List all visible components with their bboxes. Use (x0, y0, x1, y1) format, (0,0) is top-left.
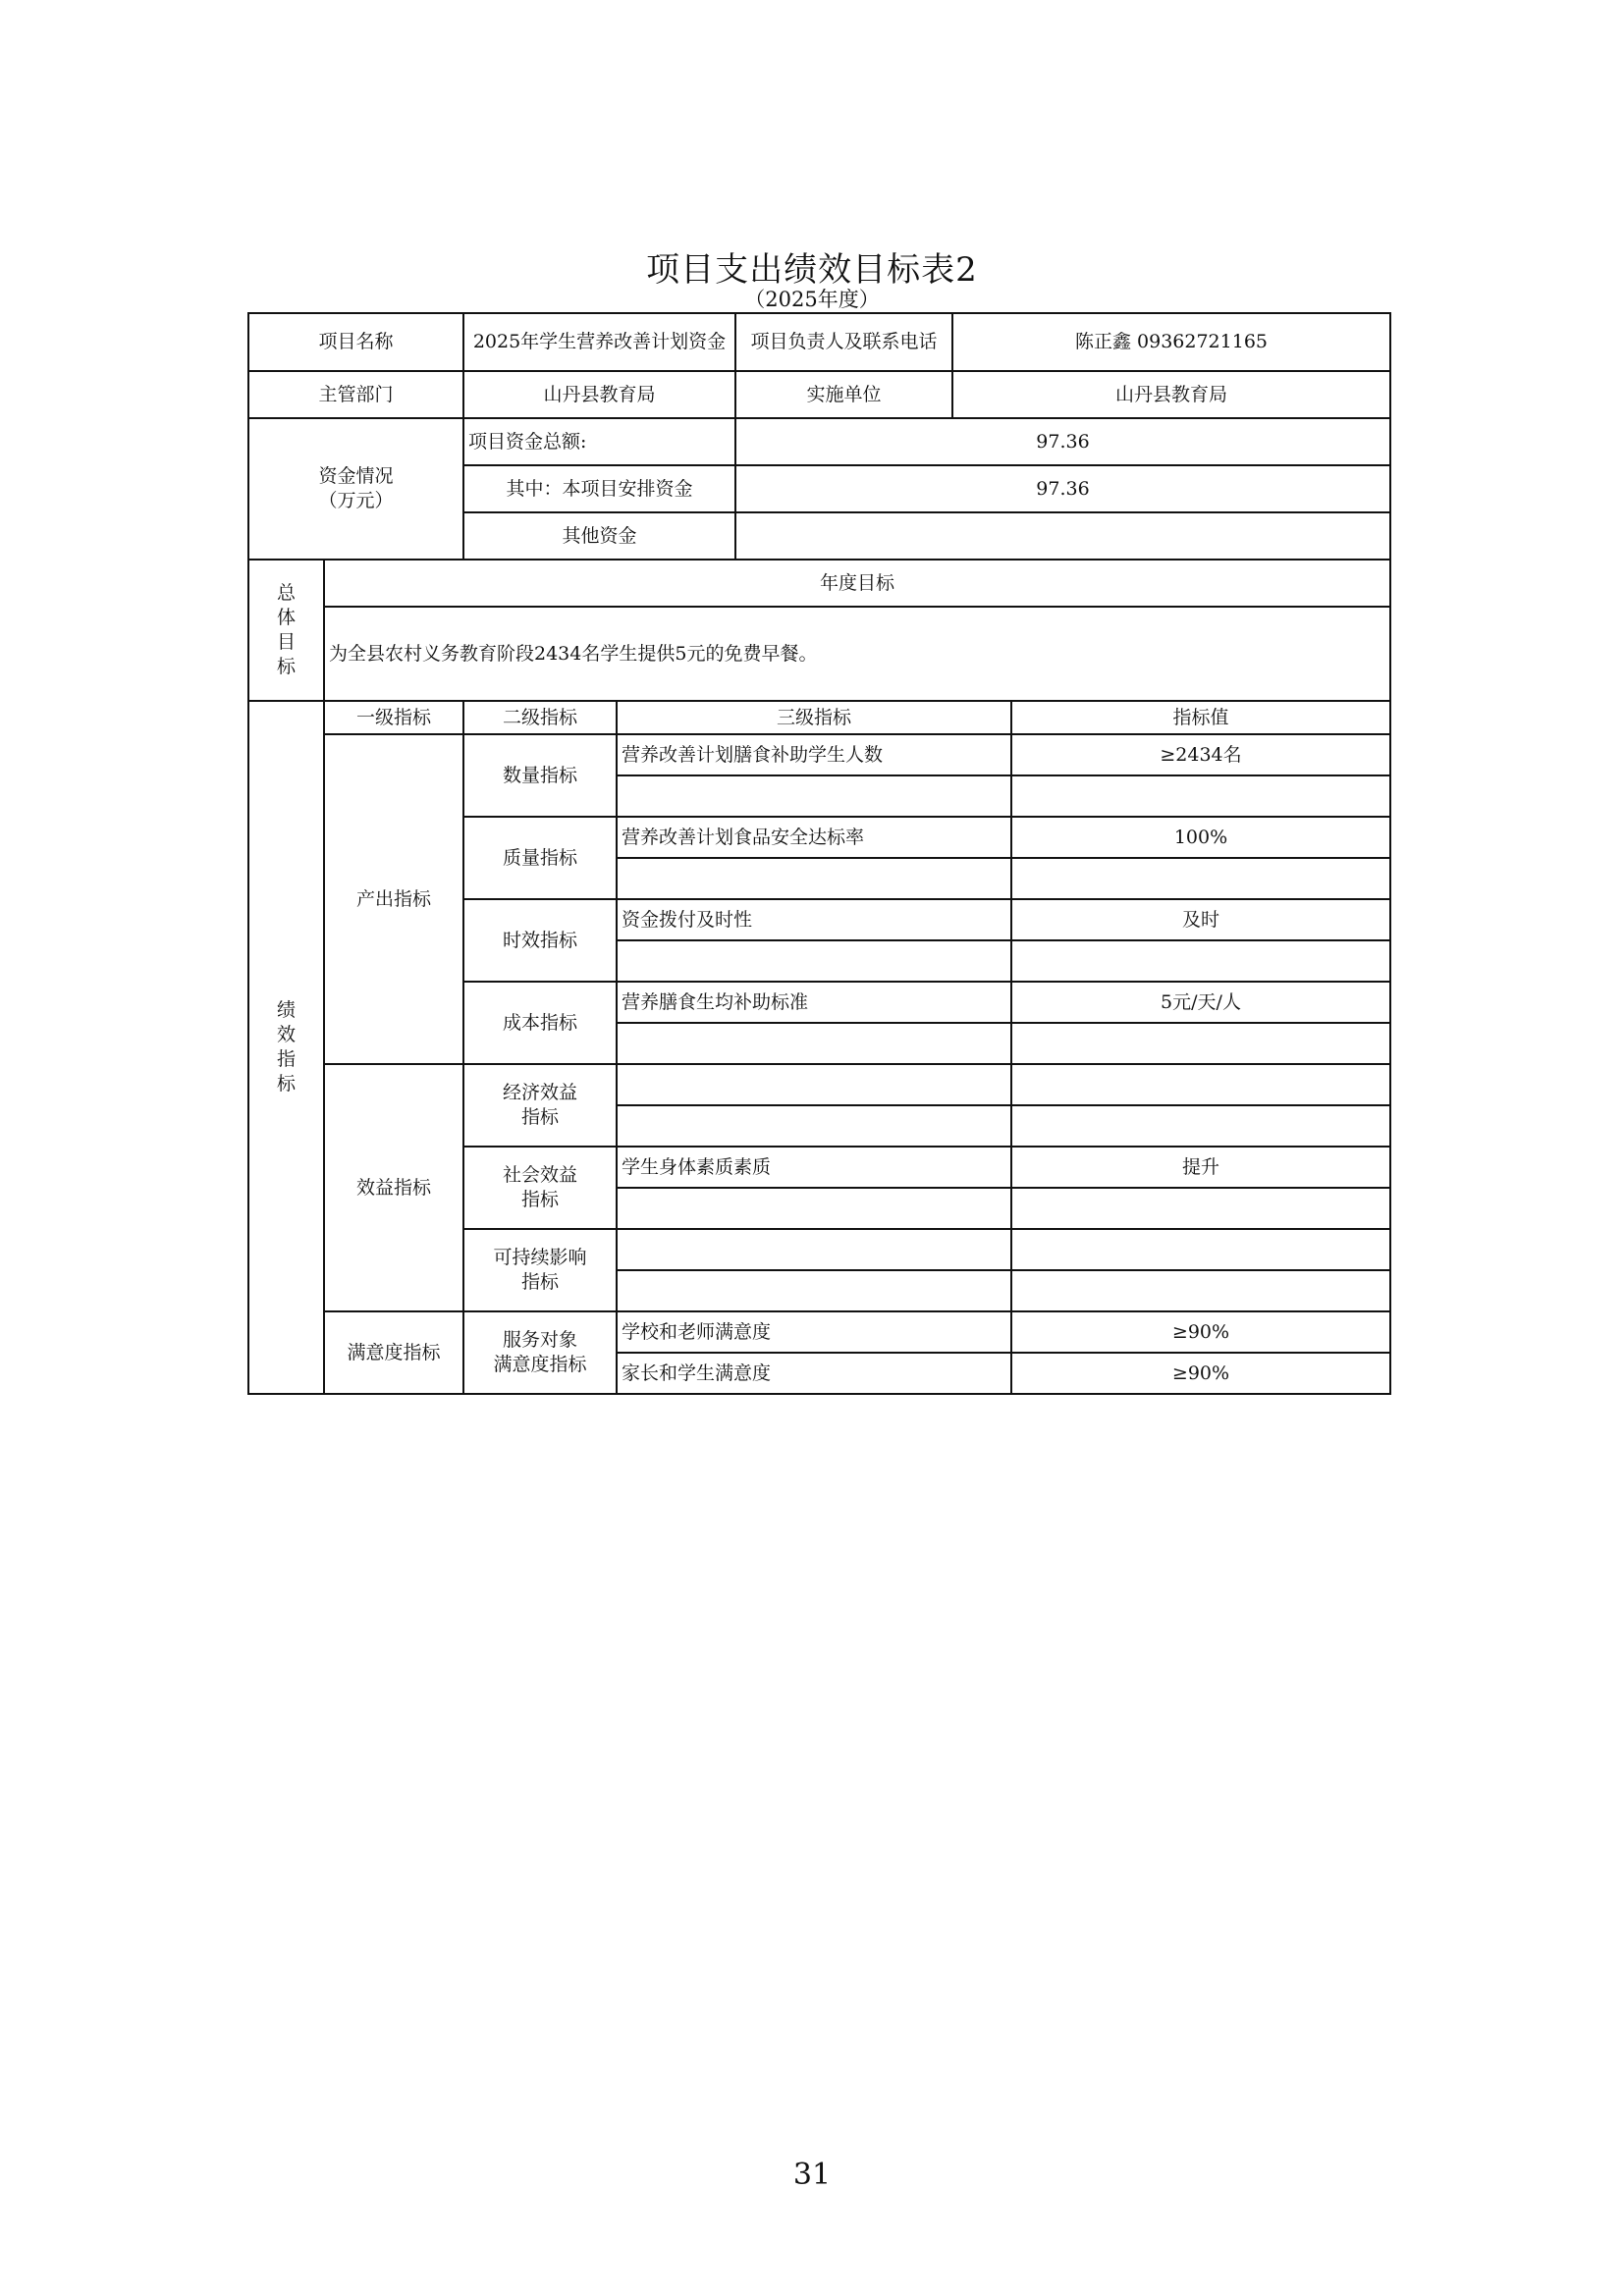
quality-indicator-label: 质量指标 (463, 817, 617, 899)
impl-label: 实施单位 (735, 371, 952, 418)
indicator-name (617, 1105, 1011, 1147)
indicator-value (1011, 1270, 1390, 1311)
indicator-name: 营养改善计划食品安全达标率 (617, 817, 1011, 858)
indicator-value (1011, 1229, 1390, 1270)
page-title: 项目支出绩效目标表2 (646, 250, 978, 290)
performance-indicators-table (247, 700, 1391, 1395)
impl-value: 山丹县教育局 (952, 371, 1390, 418)
project-leader-value: 陈正鑫 09362721165 (952, 313, 1390, 371)
cost-indicator-label: 成本指标 (463, 982, 617, 1064)
fund-other-label: 其他资金 (463, 512, 735, 560)
performance-indicators-label: 绩 效 指 标 (248, 701, 324, 1394)
indicator-value (1011, 1064, 1390, 1105)
overall-goal-label: 总 体 目 标 (248, 560, 324, 701)
indicator-value (1011, 858, 1390, 899)
indicator-name: 家长和学生满意度 (617, 1353, 1011, 1394)
fund-label-line1: 资金情况 (318, 465, 394, 487)
indicator-name (617, 1229, 1011, 1270)
indicator-value: ≥90% (1011, 1353, 1390, 1394)
annual-goal-text: 为全县农村义务教育阶段2434名学生提供5元的免费早餐。 (324, 607, 1390, 701)
indicator-name (617, 775, 1011, 817)
dept-label: 主管部门 (248, 371, 463, 418)
indicator-name (617, 1270, 1011, 1311)
social-benefit-label: 社会效益 指标 (463, 1147, 617, 1229)
header-level1: 一级指标 (324, 701, 463, 734)
indicator-name: 营养膳食生均补助标准 (617, 982, 1011, 1023)
header-value: 指标值 (1011, 701, 1390, 734)
annual-goal-header: 年度目标 (324, 560, 1390, 607)
fund-label (248, 418, 463, 560)
project-name-label: 项目名称 (248, 313, 463, 371)
fund-total-label: 项目资金总额: (463, 418, 735, 465)
dept-value: 山丹县教育局 (463, 371, 735, 418)
indicator-name: 学生身体素质素质 (617, 1147, 1011, 1188)
indicator-name: 资金拨付及时性 (617, 899, 1011, 940)
indicator-value: 提升 (1011, 1147, 1390, 1188)
indicator-name (617, 940, 1011, 982)
indicator-name (617, 858, 1011, 899)
indicator-value (1011, 1023, 1390, 1064)
quantity-indicator-label: 数量指标 (463, 734, 617, 817)
satisfaction-indicator-label: 满意度指标 (324, 1311, 463, 1394)
indicator-value (1011, 1105, 1390, 1147)
fund-label-line2: （万元） (318, 490, 394, 511)
indicator-value: 5元/天/人 (1011, 982, 1390, 1023)
indicator-value (1011, 775, 1390, 817)
indicator-value: ≥90% (1011, 1311, 1390, 1353)
indicator-value (1011, 1188, 1390, 1229)
indicator-name (617, 1188, 1011, 1229)
indicator-value: 100% (1011, 817, 1390, 858)
header-level3: 三级指标 (617, 701, 1011, 734)
fund-other-value (735, 512, 1390, 560)
indicator-value: 及时 (1011, 899, 1390, 940)
sustainable-impact-label: 可持续影响 指标 (463, 1229, 617, 1311)
service-satisfaction-label: 服务对象 满意度指标 (463, 1311, 617, 1394)
indicator-name (617, 1064, 1011, 1105)
output-indicator-label: 产出指标 (324, 734, 463, 1064)
indicator-name: 营养改善计划膳食补助学生人数 (617, 734, 1011, 775)
indicator-name (617, 1023, 1011, 1064)
economic-benefit-label: 经济效益 指标 (463, 1064, 617, 1147)
fund-arranged-value: 97.36 (735, 465, 1390, 512)
header-level2: 二级指标 (463, 701, 617, 734)
page-number: 31 (792, 2158, 832, 2192)
indicator-name: 学校和老师满意度 (617, 1311, 1011, 1353)
timeliness-indicator-label: 时效指标 (463, 899, 617, 982)
project-leader-label: 项目负责人及联系电话 (735, 313, 952, 371)
page-subtitle: （2025年度） (744, 288, 880, 311)
benefit-indicator-label: 效益指标 (324, 1064, 463, 1311)
fund-arranged-label: 其中：本项目安排资金 (463, 465, 735, 512)
project-info-table (247, 312, 1391, 702)
fund-total-value: 97.36 (735, 418, 1390, 465)
indicator-value (1011, 940, 1390, 982)
indicator-value: ≥2434名 (1011, 734, 1390, 775)
project-name-value: 2025年学生营养改善计划资金 (463, 313, 735, 371)
